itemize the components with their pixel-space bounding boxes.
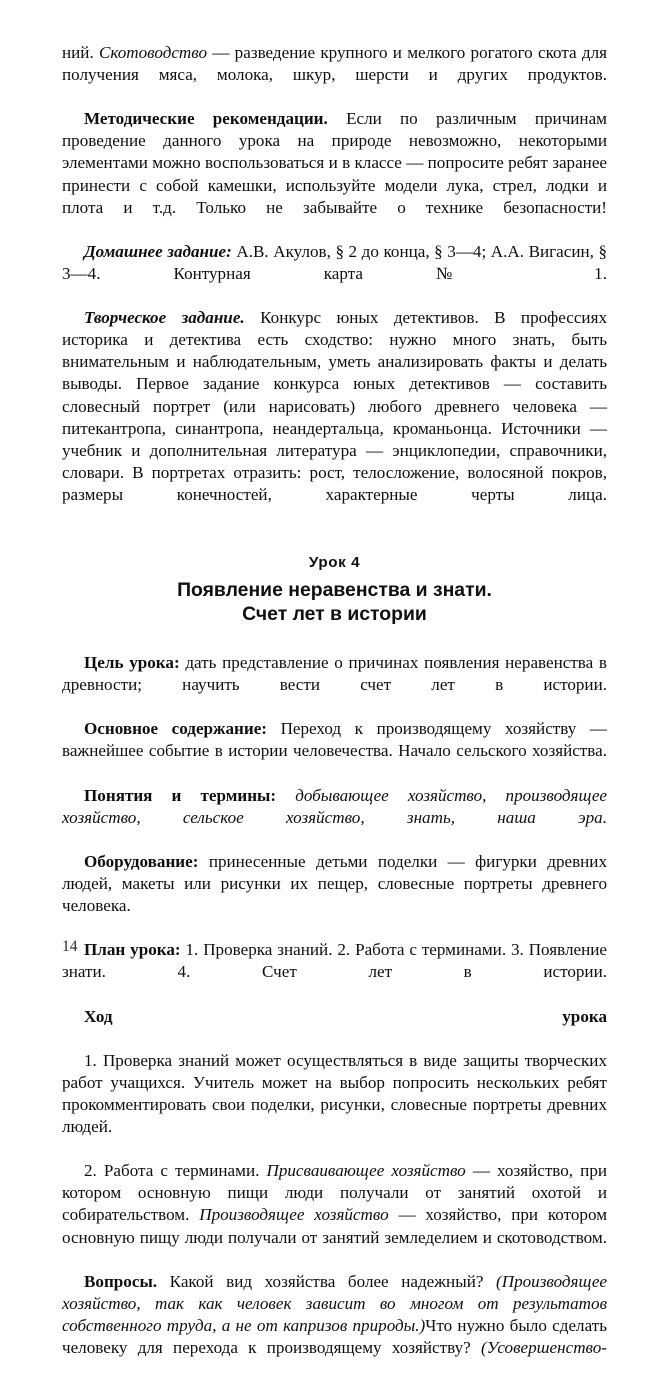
lesson-header [62,554,607,626]
heading-creative-task: Творческое задание. [84,308,245,328]
heading-questions: Вопросы. [84,1271,158,1291]
paragraph-cattle-continuation [62,42,607,108]
paragraph-main-content [62,718,607,784]
body-terms-italic: добывающее хозяйство, производящее хозяйство, сельское хозяйство, знать, наша эра. [62,785,608,827]
heading-equipment: Оборудование: [84,851,199,871]
paragraph-creative-task [62,307,607,528]
term-appropriating-economy: Присваивающее хозяйство [266,1161,466,1181]
body-homework: А.В. Акулов, § 2 до конца, § 3—4; А.А. Вигасин, § 3—4. Контурная карта № 1. [62,241,608,283]
heading-main-content: Основное содержание: [84,719,267,739]
body-equipment: принесенные детьми поделки — фигурки древних людей, макеты или рисунки их пещер, словесные портреты древнего человека. [62,851,607,916]
cattle-rest-text: — разведение крупного и мелкого рогатого скота для получения мяса, молока, шкур, шерсти и других продуктов. [62,43,607,85]
definition-appropriating-economy: — хозяйство, при котором основную пищи люди получали от занятий охотой и собирательством. [62,1161,608,1225]
answer-1: (Производящее хозяйство, так как человек зависит во многом от результатов собственного труда, а не от капризов природы.) [62,1271,607,1335]
paragraph-lesson-goal [62,652,607,718]
question-2: Что нужно было сделать человеку для перехода к производящему хозяйству? [62,1315,607,1357]
term-producing-economy: Производящее хозяйство [199,1205,389,1225]
term-cattle-breeding: Скотоводство [99,43,208,62]
paragraph-lesson-flow-heading [62,1006,607,1050]
body-lesson-goal: дать представление о причинах появления неравенства в древности; научить вести счет лет в истории. [62,653,607,695]
body-lesson-plan: 1. Проверка знаний. 2. Работа с терминами. 3. Появление знати. 4. Счет лет в истории. [62,940,607,982]
lesson-number-label: Урок 4 [308,554,361,572]
lesson-title-line-2: Счет лет в истории [242,602,427,625]
question-1: Какой вид хозяйства более надежный? [169,1271,484,1291]
answer-2-truncated: (Усовершенство- [481,1337,607,1357]
page-number: 14 [62,938,78,955]
paragraph-lesson-plan [62,939,607,1005]
paragraph-method-recommendations [62,108,607,241]
paragraph-terms [62,785,607,851]
paragraph-homework [62,241,607,307]
paragraph-step-1 [62,1050,607,1160]
body-step-1: 1. Проверка знаний может осуществляться в виде защиты творческих работ учащихся. Учитель может на выбор попросить нескольких ребят прокомментировать свои поделки, рисунки, словесные портреты древних людей. [62,1050,607,1137]
spacer-below-lesson-header [62,626,607,652]
heading-lesson-flow: Ход урока [84,1006,607,1026]
spacer-above-lesson-header [62,528,607,554]
heading-lesson-plan: План урока: [84,940,181,960]
lesson-title-line-1: Появление неравенства и знати. [177,579,492,602]
text-column [62,42,607,1381]
heading-terms: Понятия и термины: [84,785,277,805]
lead-step-2: 2. Работа с терминами. [84,1161,260,1181]
definition-producing-economy: — хозяйство, при котором основную пищу люди получали от занятий земледелием и скотоводством. [62,1205,608,1247]
paragraph-questions [62,1271,607,1381]
body-method-recommendations: Если по различным причинам проведение данного урока на природе невозможно, некоторыми элементами можно воспользоваться и в классе — попросите ребят заранее принести с собой камешки, используйте модели лука, стрел, лодки и плота и т.д. Только не забывайте о технике безопасности! [62,109,607,217]
body-main-content: Переход к производящему хозяйству — важнейшее событие в истории человечества. Начало сельского хозяйства. [62,719,607,761]
heading-homework: Домашнее задание: [84,241,232,261]
cattle-lead-text: ний. [62,43,94,62]
spacer-under-lesson-number [62,571,607,579]
paragraph-step-2 [62,1160,607,1270]
paragraph-equipment [62,851,607,939]
heading-lesson-goal: Цель урока: [84,653,180,673]
body-creative-task: Конкурс юных детективов. В профессиях историка и детектива есть сходство: нужно много знать, быть внимательным и наблюдательным, уметь анализировать факты и делать выводы. Первое задание конкурса юных детективов — составить словесный портрет (или нарисовать) любого древнего человека — питекантропа, синантропа, неандертальца, кроманьонца. Источники — учебник и дополнительная литература — энциклопедии, справочники, словари. В портретах отразить: рост, телосложение, волосяной покров, размеры конечностей, характерные черты лица. [62,308,607,504]
heading-method-recommendations: Методические рекомендации. [84,109,328,129]
